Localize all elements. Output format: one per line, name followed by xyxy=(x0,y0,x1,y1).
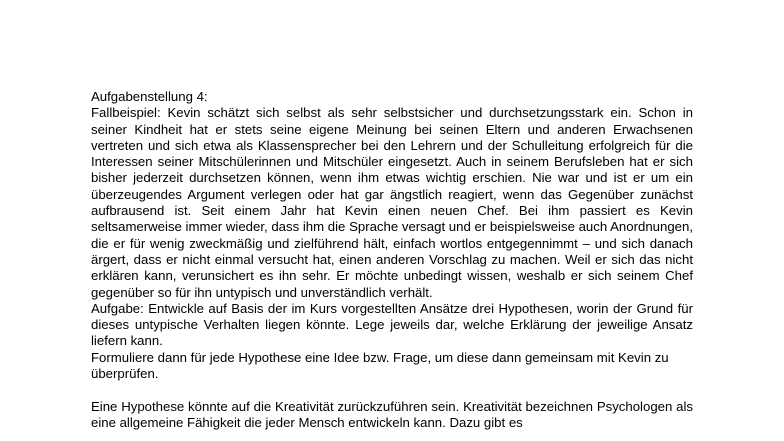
task-paragraph: Aufgabe: Entwickle auf Basis der im Kurs vorgestellten Ansätze drei Hypothesen, worin der Grund für dieses untypische Verhalten liegen könnte. Lege jeweils dar, welche Erklärung der jeweilige Ansatz liefern kann. xyxy=(91,300,693,349)
hypothesis-paragraph: Eine Hypothese könnte auf die Kreativität zurückzuführen sein. Kreativität bezeichnen Psychologen als eine allgemeine Fähigkeit die jeder Mensch entwickeln kann. Dazu gibt es xyxy=(91,398,693,430)
paragraph-spacer xyxy=(91,382,693,398)
instruction-paragraph: Formuliere dann für jede Hypothese eine Idee bzw. Frage, um diese dann gemeinsam mit Kevin zu überprüfen. xyxy=(91,349,669,382)
assignment-heading: Aufgabenstellung 4: xyxy=(91,89,208,104)
case-study-paragraph: Fallbeispiel: Kevin schätzt sich selbst als sehr selbstsicher und durchsetzungsstark ein. Schon in seiner Kindheit hat er stets seine eigene Meinung bei seinen Eltern und anderen Erwachsenen vertreten und sich etwa als Klassensprecher bei den Lehrern und der Schulleitung erfolgreich für die Interessen seiner Mitschülerinnen und Mitschüler eingesetzt. Auch in seinem Berufsleben hat er sich bisher jederzeit durchsetzen können, wenn ihm etwas wichtig erschien. Nie war und ist er um ein überzeugendes Argument verlegen oder hat gar ängstlich reagiert, wenn das Gegenüber zunächst aufbrausend ist. Seit einem Jahr hat Kevin einen neuen Chef. Bei ihm passiert es Kevin seltsamerweise immer wieder, dass ihm die Sprache versagt und er beispielsweise auch Anordnungen, die er für wenig zweckmäßig und zielführend hält, einfach wortlos entgegennimmt – und sich danach ärgert, dass er nicht einmal versucht hat, einen anderen Vorschlag zu machen. Weil er sich das nicht erklären kann, verunsichert es ihn sehr. Er möchte unbedingt wissen, weshalb er sich seinem Chef gegenüber so für ihn untypisch und unverständlich verhält. xyxy=(91,105,693,300)
document-body xyxy=(91,89,693,431)
